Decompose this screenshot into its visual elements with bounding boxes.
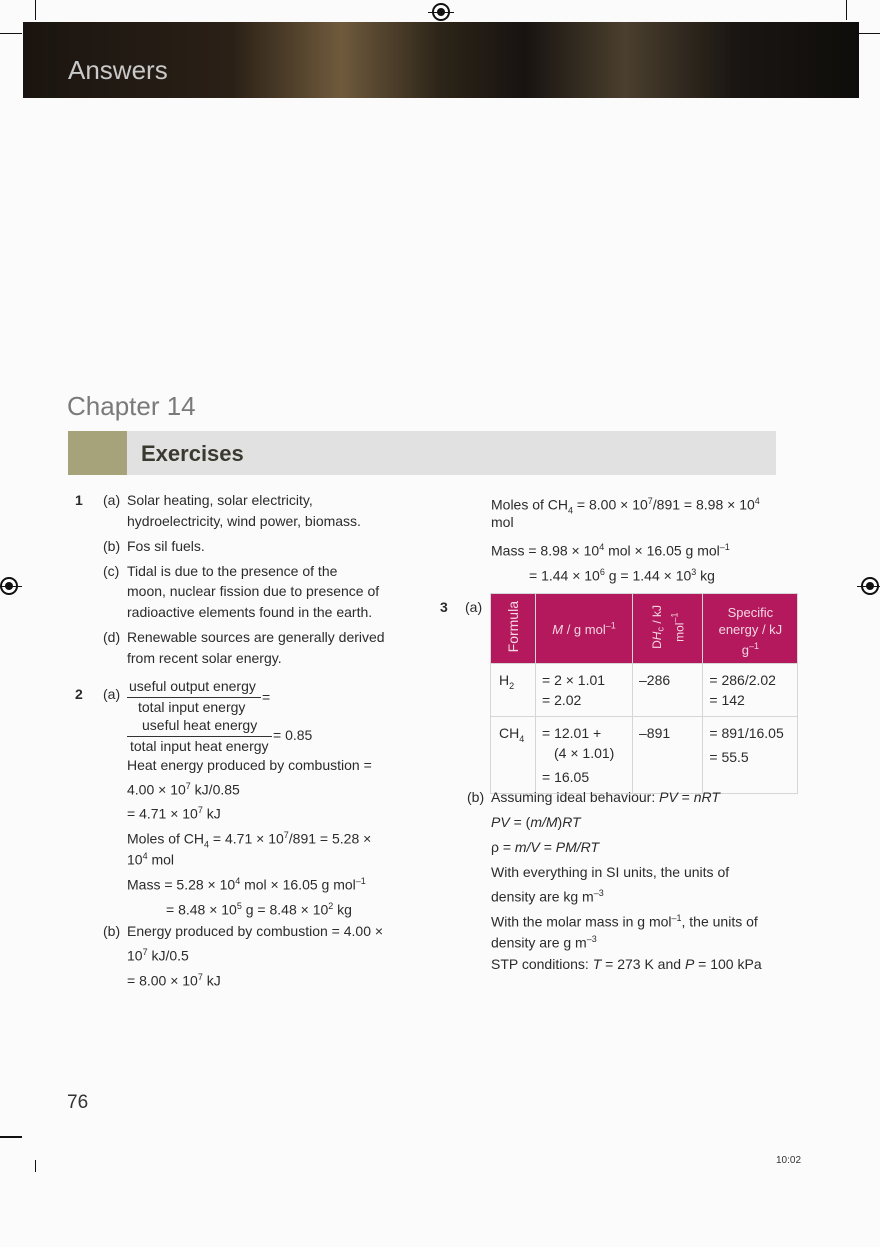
answer-text: density are g $m^{-3}$ <box>491 934 597 951</box>
table-header-row <box>491 594 798 664</box>
answer-text: $4.00 \times 10^7$ kJ/0.85 <box>127 781 240 798</box>
answer-text: Tidal is due to the presence of the <box>127 563 338 579</box>
answer-text: Mass = $8.98 \times 10^4$ mol × 16.05 g mol$^{-1}$ <box>491 542 730 559</box>
registration-mark-icon <box>432 3 450 21</box>
table-header-cell: M / g mol$^{-1}$ <box>536 594 633 664</box>
fraction-equals: = <box>262 689 271 705</box>
fraction-denominator: total input heat energy <box>130 738 269 754</box>
table-header-cell: $DH_c$ / kJ mol$^{-1}$ <box>633 594 703 664</box>
energy-table <box>490 593 798 794</box>
answer-text: Mass = $5.28 \times 10^4$ mol × 16.05 g mol$^{-1}$ <box>127 876 366 893</box>
answer-text: Moles of $CH_4 = 8.00 \times 10^7/891 = 8.98 \times 10^4$ <box>491 496 760 516</box>
answer-text: Heat energy produced by combustion = <box>127 757 372 773</box>
registration-mark-icon <box>0 577 18 595</box>
answer-text: ρ = m/V = PM/RT <box>491 839 600 855</box>
answer-text: density are kg $m^{-3}$ <box>491 888 604 905</box>
crop-mark <box>846 0 847 20</box>
table-cell: –891 <box>633 717 703 794</box>
answer-text: Solar heating, solar electricity, <box>127 492 313 508</box>
timestamp: 10:02 <box>776 1155 802 1166</box>
fraction-equals: = 0.85 <box>273 727 313 743</box>
answer-text: Energy produced by combustion = 4.00 × <box>127 923 384 939</box>
table-row <box>491 717 798 794</box>
answer-text: Moles of $CH_4 = 4.71 \times 10^7/891 = 5.28$ × <box>127 830 372 850</box>
answer-text: $10^7$ kJ/0.5 <box>127 947 189 964</box>
table-cell: = 286/2.02 = 142 <box>703 664 798 717</box>
header-title: Answers <box>68 55 168 85</box>
question-number: 1 <box>75 492 83 508</box>
registration-mark-icon <box>861 577 879 595</box>
table-cell: = 2 × 1.01 = 2.02 <box>536 664 633 717</box>
part-label: (b) <box>103 538 121 554</box>
answer-text: PV = (m/M)RT <box>491 814 581 830</box>
table-cell: –286 <box>633 664 703 717</box>
crop-mark <box>35 1160 36 1172</box>
answer-text: = $1.44 \times 10^6$ $g = 1.44 \times 10^3$ kg <box>529 567 715 584</box>
section-title: Exercises <box>141 441 244 466</box>
question-number: 2 <box>75 686 83 702</box>
table-header-cell: Formula <box>491 594 536 664</box>
page-number: 76 <box>67 1092 89 1113</box>
answer-text: from recent solar energy. <box>127 650 282 666</box>
question-number: 3 <box>440 599 448 615</box>
fraction-denominator: total input energy <box>138 699 246 715</box>
answer-text: = $8.00 \times 10^7$ kJ <box>127 972 221 989</box>
table-cell: $H_2$ <box>491 664 536 717</box>
table-row <box>491 664 798 717</box>
answer-text: = $4.71 \times 10^7$ kJ <box>127 805 221 822</box>
part-label: (a) <box>103 492 121 508</box>
answer-text: Fos sil fuels. <box>127 538 205 554</box>
answer-text: Assuming ideal behaviour: PV = nRT <box>491 789 720 805</box>
answer-text: Renewable sources are generally derived <box>127 629 385 645</box>
part-label: (c) <box>103 563 120 579</box>
chapter-title: Chapter 14 <box>67 391 196 421</box>
table-cell: $CH_4$ <box>491 717 536 794</box>
part-label: (d) <box>103 629 121 645</box>
answer-text: With the molar mass in g mol$^{-1}$, the units of <box>491 913 758 930</box>
header-banner <box>23 22 859 98</box>
part-label: (a) <box>103 686 121 702</box>
table-cell: = 891/16.05 = 55.5 <box>703 717 798 794</box>
fraction-numerator: useful output energy <box>129 678 256 694</box>
answer-text: STP conditions: T = 273 K and P = 100 kPa <box>491 956 762 972</box>
part-label: (b) <box>103 923 121 939</box>
exercises-marker <box>68 431 127 475</box>
answer-text: With everything in SI units, the units of <box>491 864 730 880</box>
answer-text: moon, nuclear fission due to presence of <box>127 583 380 599</box>
part-label: (a) <box>465 599 483 615</box>
crop-mark <box>0 33 22 34</box>
answer-text: $10^4$ mol <box>127 851 175 868</box>
answer-text: mol <box>491 514 514 530</box>
crop-mark <box>0 1136 22 1138</box>
crop-mark <box>858 33 880 34</box>
fraction-numerator: useful heat energy <box>142 717 258 733</box>
crop-mark <box>35 0 36 20</box>
answer-text: = $8.48 \times 10^5$ $g = 8.48 \times 10^2$ kg <box>166 901 352 918</box>
answer-text: radioactive elements found in the earth. <box>127 604 373 620</box>
part-label: (b) <box>467 789 485 805</box>
table-header-cell: Specific energy / kJ $g^{-1}$ <box>703 594 798 664</box>
answer-text: hydroelectricity, wind power, biomass. <box>127 513 361 529</box>
table-cell: = 12.01 + (4 × 1.01) = 16.05 <box>536 717 633 794</box>
